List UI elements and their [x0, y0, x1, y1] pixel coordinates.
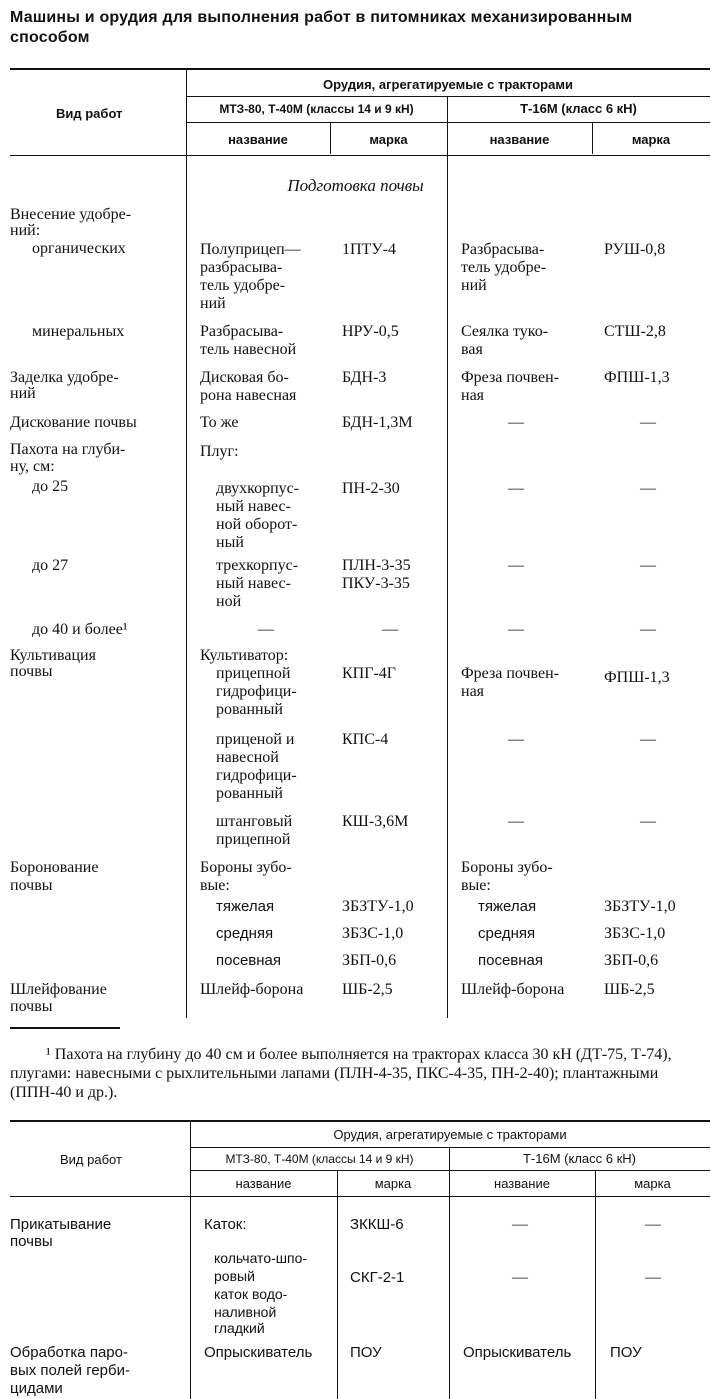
header2-a-brand: марка: [374, 1176, 412, 1191]
header-a-name: название: [228, 132, 288, 147]
cell-a-brand: КШ-3,6М: [342, 813, 409, 830]
cell-b-brand: —: [640, 480, 656, 497]
cell-a-name: гладкий: [214, 1320, 265, 1336]
cell-a-name: вые:: [200, 877, 230, 894]
cell-work: до 40 и более¹: [32, 621, 128, 638]
table1-vline-1: [186, 70, 187, 1018]
header-b-brand: марка: [631, 132, 671, 147]
cell-a-name: рованный: [216, 701, 283, 718]
cell-a-brand: ШБ-2,5: [342, 981, 393, 998]
cell-b-name: —: [508, 621, 524, 638]
cell-a-name: ной: [216, 593, 242, 610]
cell-a-brand: НРУ-0,5: [342, 323, 399, 340]
table2-hline-group: [190, 1147, 710, 1148]
cell-b-name: —: [512, 1269, 528, 1286]
cell-a-name: То же: [200, 414, 239, 431]
cell-b-name: ний: [461, 277, 487, 294]
cell-a-brand: ПЛН-3-35: [342, 557, 411, 574]
table1-hline-group: [186, 96, 710, 97]
header2-b-brand: марка: [634, 1176, 671, 1191]
header-b-name: название: [489, 132, 550, 147]
table1-vline-3: [447, 96, 448, 1018]
cell-b-brand: ФПШ-1,3: [604, 669, 670, 686]
cell-work: почвы: [10, 663, 53, 680]
cell-work: Прикатывание: [10, 1216, 112, 1233]
cell-a-name: кольчато-шпо-: [214, 1250, 308, 1266]
cell-work: Обработка паро-: [10, 1344, 128, 1361]
cell-b-brand: ШБ-2,5: [604, 981, 655, 998]
cell-b-name: посевная: [478, 952, 544, 969]
cell-b-brand: —: [640, 813, 656, 830]
cell-a-brand: ПКУ-3-35: [342, 575, 410, 592]
cell-a-brand: БДН-3: [342, 369, 387, 386]
cell-work: до 25: [32, 478, 69, 495]
header-tools-group: Орудия, агрегатируемые с тракторами: [323, 77, 573, 92]
cell-b-name: —: [512, 1216, 528, 1233]
cell-b-brand: ЗБП-0,6: [604, 952, 659, 969]
cell-a-brand: СКГ-2-1: [350, 1269, 405, 1286]
cell-a-name: тяжелая: [216, 898, 275, 915]
cell-a-name: ний: [200, 295, 226, 312]
cell-a-name: Бороны зубо-: [200, 859, 292, 876]
cell-work: Заделка удобре-: [10, 369, 119, 386]
cell-a-name: Опрыскиватель: [204, 1344, 313, 1361]
cell-a-brand: ЗБП-0,6: [342, 952, 397, 969]
cell-a-name: —: [258, 621, 274, 638]
cell-a-brand: ЗБЗС-1,0: [342, 925, 404, 942]
cell-b-name: —: [508, 414, 524, 431]
cell-a-brand: ЗККШ-6: [350, 1216, 404, 1233]
cell-b-name: Сеялка туко-: [461, 323, 549, 340]
cell-work: ну, см:: [10, 458, 55, 475]
header2-b-name: название: [494, 1176, 550, 1191]
cell-work: Внесение удобре-: [10, 206, 132, 223]
cell-b-brand: —: [640, 414, 656, 431]
header2-a-name: название: [235, 1176, 292, 1191]
page-title: Машины и орудия для выполнения работ в питомниках механизированным способом: [10, 9, 633, 46]
cell-b-name: Разбрасыва-: [461, 241, 545, 258]
cell-b-name: —: [508, 480, 524, 497]
cell-b-brand: ПОУ: [610, 1344, 642, 1361]
cell-b-name: —: [508, 557, 524, 574]
cell-a-name: прицепной: [216, 665, 291, 682]
cell-work: почвы: [10, 1233, 53, 1250]
cell-a-name: посевная: [216, 952, 282, 969]
cell-a-brand: БДН-1,3М: [342, 414, 413, 431]
cell-a-name: ровый: [214, 1268, 255, 1284]
cell-a-name: Полуприцеп—: [200, 241, 301, 258]
cell-b-brand: —: [640, 731, 656, 748]
header-tractor-b: Т-16М (класс 6 кН): [520, 101, 637, 116]
cell-b-name: средняя: [478, 925, 536, 942]
cell-a-name: навесной: [216, 749, 279, 766]
cell-work: до 27: [32, 557, 69, 574]
cell-work: Культивация: [10, 647, 96, 664]
cell-work: Боронование: [10, 859, 99, 876]
cell-work: органических: [32, 240, 126, 257]
cell-b-brand: СТШ-2,8: [604, 323, 666, 340]
cell-a-brand: ЗБЗТУ-1,0: [342, 898, 414, 915]
cell-a-name: штанговый: [216, 813, 293, 830]
section-caption: Подготовка почвы: [287, 176, 424, 195]
cell-b-name: тяжелая: [478, 898, 537, 915]
cell-a-name: каток водо-: [214, 1286, 288, 1302]
cell-a-name: ной оборот-: [216, 516, 298, 533]
cell-a-brand: ПН-2-30: [342, 480, 400, 497]
cell-work: Дискование почвы: [10, 414, 137, 431]
cell-b-name: вые:: [461, 877, 491, 894]
table2-vline-2: [337, 1170, 338, 1399]
cell-b-name: Фреза почвен-: [461, 665, 560, 682]
cell-a-name: гидрофици-: [216, 683, 297, 700]
header-work-type: Вид работ: [56, 106, 123, 121]
footnote-rule: [10, 1027, 120, 1029]
cell-b-name: Бороны зубо-: [461, 859, 553, 876]
cell-a-name: Каток:: [204, 1216, 247, 1233]
cell-a-brand: КПГ-4Г: [342, 665, 397, 682]
cell-b-brand: —: [645, 1269, 661, 1286]
header2-tractor-b: Т-16М (класс 6 кН): [522, 1151, 636, 1166]
header-tractor-a: МТЗ-80, Т-40М (классы 14 и 9 кН): [219, 102, 414, 116]
cell-a-name: средняя: [216, 925, 274, 942]
cell-a-name: двухкорпус-: [216, 480, 300, 497]
cell-a-name: рованный: [216, 785, 283, 802]
cell-work: почвы: [10, 877, 53, 894]
cell-a-name: Культиватор:: [200, 647, 289, 664]
cell-work: Пахота на глуби-: [10, 441, 126, 458]
cell-work: ний:: [10, 222, 41, 239]
cell-b-brand: ФПШ-1,3: [604, 369, 670, 386]
cell-a-name: рона навесная: [200, 387, 297, 404]
cell-work: ний: [10, 385, 36, 402]
cell-b-name: Фреза почвен-: [461, 369, 560, 386]
cell-a-name: Разбрасыва-: [200, 323, 284, 340]
cell-b-name: Шлейф-борона: [461, 981, 565, 998]
cell-b-name: —: [508, 813, 524, 830]
header2-work-type: Вид работ: [60, 1152, 122, 1167]
table1-hline-tractors: [186, 122, 710, 123]
cell-a-name: ный: [216, 534, 244, 551]
cell-b-name: тель удобре-: [461, 259, 547, 276]
cell-b-brand: —: [645, 1216, 661, 1233]
cell-b-name: —: [508, 731, 524, 748]
cell-b-brand: —: [640, 557, 656, 574]
table1-top-rule: [10, 68, 710, 70]
cell-a-name: наливной: [214, 1304, 277, 1320]
header-a-brand: марка: [369, 132, 408, 147]
table2-vline-4: [595, 1170, 596, 1399]
cell-a-name: прицепной: [216, 831, 291, 848]
cell-b-brand: РУШ-0,8: [604, 241, 666, 258]
cell-work: минеральных: [32, 323, 125, 340]
cell-a-brand: —: [382, 621, 398, 638]
cell-work: почвы: [10, 998, 53, 1015]
cell-b-brand: —: [640, 621, 656, 638]
table2-top-rule: [10, 1120, 710, 1122]
cell-a-name: тель удобре-: [200, 277, 286, 294]
cell-a-name: ный навес-: [216, 575, 291, 592]
cell-b-name: вая: [461, 341, 483, 358]
cell-a-name: ный навес-: [216, 498, 291, 515]
cell-a-name: Шлейф-борона: [200, 981, 304, 998]
cell-b-brand: ЗБЗТУ-1,0: [604, 898, 676, 915]
cell-a-name: приценой и: [216, 731, 295, 748]
cell-a-name: гидрофици-: [216, 767, 297, 784]
header2-tools-group: Орудия, агрегатируемые с тракторами: [333, 1127, 567, 1142]
cell-a-brand: 1ПТУ-4: [342, 241, 396, 258]
cell-work: вых полей герби-: [10, 1362, 130, 1379]
cell-a-name: Дисковая бо-: [200, 369, 289, 386]
cell-work: цидами: [10, 1380, 63, 1397]
cell-a-name: трехкорпус-: [216, 557, 299, 574]
footnote: [10, 1045, 708, 1102]
table2-header-bottom: [10, 1196, 710, 1197]
cell-a-name: разбрасыва-: [200, 259, 283, 276]
cell-a-brand: ПОУ: [350, 1344, 382, 1361]
table1-header-bottom: [10, 155, 710, 156]
cell-b-name: ная: [461, 387, 485, 404]
cell-a-name: тель навесной: [200, 341, 297, 358]
header2-tractor-a: МТЗ-80, Т-40М (классы 14 и 9 кН): [225, 1152, 414, 1166]
cell-b-brand: ЗБЗС-1,0: [604, 925, 666, 942]
cell-a-name: Плуг:: [200, 443, 239, 460]
cell-a-brand: КПС-4: [342, 731, 389, 748]
table2-hline-tractors: [190, 1170, 710, 1171]
cell-b-name: ная: [461, 683, 485, 700]
cell-work: Шлейфование: [10, 981, 107, 998]
cell-b-name: Опрыскиватель: [463, 1344, 572, 1361]
footnote-text: ¹ Пахота на глубину до 40 см и более выполняется на тракторах класса 30 кН (ДТ-75, Т-74), плугами: навесными с рыхлительными лапами (ПЛН-4-35, ПКС-4-35, ПН-2-40); плантажными (ППН-40 и др.).: [10, 1046, 672, 1101]
